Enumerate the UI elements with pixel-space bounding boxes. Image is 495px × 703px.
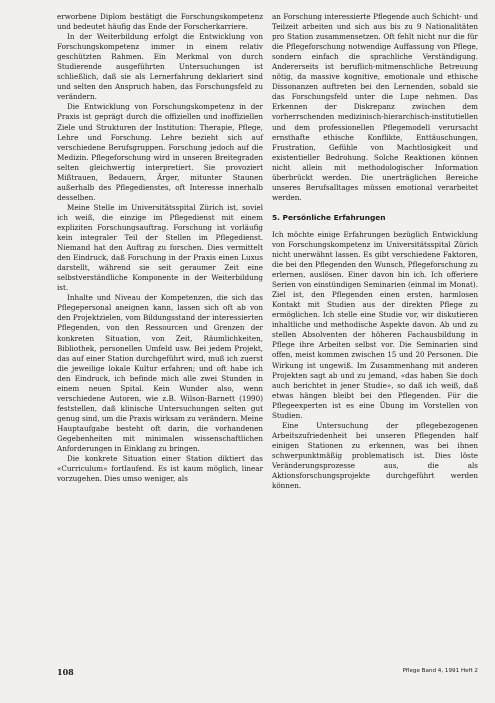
paragraph: In der Weiterbildung erfolgt die Entwicklung von Forschungskompetenz immer in einem relativ geschützten Rahmen. Ein Merkmal von durch Studierende ausgeführten Untersuchungen ist schließlich, daß sie als Lernerfahrung deklariert sind und selten den Anspruch haben, das Forschungsfeld zu verändern. — [57, 32, 263, 102]
paragraph: Eine Untersuchung der pflegebezogenen Arbeitszufriedenheit bei unseren Pflegenden half einigen Stationen zu erkennen, was bei ihnen schwerpunktmäßig problematisch ist. Dies löste Veränderungsprozesse aus, die als Aktionsforschungsprojekte durchgeführt werden können. — [272, 420, 478, 491]
journal-reference: Pflege Band 4, 1991 Heft 2 — [402, 668, 478, 674]
paragraph: Die Entwicklung von Forschungskompetenz in der Praxis ist geprägt durch die offiziellen und inoffiziellen Ziele und Strukturen der Institution: Therapie, Pflege, Lehre und Forschung. Lehre bezieht sich auf verschiedene Berufsgruppen. Forschung jedoch auf die Medizin. Pflegeforschung wird in unseren Breitegraden selten gleichwertig interpretiert. Sie provoziert Mißtrauen, Bedauern, Ärger, mitunter Staunen außerhalb des Pflegedienstes, oft Interesse innerhalb desselben. — [57, 102, 263, 202]
left-column — [57, 12, 263, 484]
paragraph: Die konkrete Situation einer Station diktiert das «Curriculum» fortlaufend. Es ist kaum möglich, linear vorzugehen. Dies umso weniger, als — [57, 454, 263, 484]
paragraph: Inhalte und Niveau der Kompetenzen, die sich das Pflegepersonal aneignen kann, lassen sich oft ab von den Projektzielen, vom Bildungsstand der interessierten Pflegenden, von den Ressourcen und Grenzen der konkreten Situation, von Zeit, Räumlichkeiten, Bibliothek, personellen Umfeld usw. Bei jedem Projekt, das auf einer Station durchgeführt wird, muß ich zuerst die jeweilige lokale Kultur erfahren; und oft habe ich den Eindruck, ich befinde mich alle zwei Stunden in einem neuen Spital. Kein Wunder also, wenn verschiedene Autoren, wie z.B. Wilson-Barnett (1990) feststellen, daß klinische Untersuchungen selten gut genug sind, um die Praxis wirksam zu verändern. Meine Hauptaufgabe besteht oft darin, die vorhandenen Gegebenheiten mit minimalen wissenschaftlichen Anforderungen in Einklang zu bringen. — [57, 293, 263, 454]
section-heading: 5. Persönliche Erfahrungen — [272, 212, 386, 222]
paragraph: erworbene Diplom bestätigt die Forschungskompetenz und bedeutet häufig das Ende der Forscherkarriere. — [57, 12, 263, 32]
paragraph: an Forschung interessierte Pflegende auch Schicht- und Teilzeit arbeiten und sich aus bis zu 9 Nationalitäten pro Station zusammensetzen. Oft fehlt nicht nur die für die Pflegeforschung notwendige Auffassung von Pflege, sondern einfach die sprachliche Verständigung. Andererseits ist beruflich-mitmenschliche Betreuung nötig, da massive kognitive, emotionale und ethische Dissonanzen auftreten bei den Lernenden, sobald sie das Forschungsfeld unter die Lupe nehmen. Das Erkennen der Diskrepanz zwischen dem vorherrschenden medizinisch-hierarchisch-institutiellen und dem professionellen Pflegemodell verursacht ernsthafte ethische Konflikte, Enttäuschungen, Frustration, Gefühle von Machtlosigkeit und existentieller Bedrohung. Solche Reaktionen können nicht allein mit methodologischer Information überbrückt werden. Die unerträglichen Bereiche unseres Berufsalltages müssen emotional verarbeitet werden. — [272, 12, 478, 202]
right-column — [272, 12, 478, 491]
page-footer — [57, 667, 478, 679]
paragraph: Ich möchte einige Erfahrungen bezüglich Entwicklung von Forschungskompetenz im Universitätsspital Zürich nicht unerwähnt lassen. Es gibt verschiedene Faktoren, die bei den Pflegenden den Wunsch, Pflegeforschung zu erlernen, auslösen. Einer davon bin ich. Ich offeriere Serien von einstündigen Seminarien (einmal im Monat). Ziel ist, den Pflegenden einen ersten, harmlosen Kontakt mit Studien aus der direkten Pflege zu ermöglichen. Ich stelle eine Studie vor, wir diskutieren inhaltliche und methodische Aspekte davon. Ab und zu stellen Absolventen der höheren Fachausbildung in Pflege ihre Arbeiten selbst vor. Die Seminarien sind offen, meist kommen zwischen 15 und 20 Personen. Die Wirkung ist ungewiß. Im Zusammenhang mit anderen Projekten sagt ab und zu jemand, «das haben Sie doch auch berichtet in jener Studie», so daß ich weiß, daß etwas hängen bleibt bei den Pflegenden. Für die Pflegeexperten ist es eine Übung im Vorstellen von Studien. — [272, 229, 478, 420]
page-number: 108 — [57, 667, 74, 677]
paragraph: Meine Stelle im Universitätsspital Zürich ist, soviel ich weiß, die einzige im Pflegedienst mit einem expliziten Forschungsauftrag. Forschung ist vorläufig kein integraler Teil der Stellen im Pflegedienst. Niemand hat den Auftrag zu forschen. Dies vermittelt den Eindruck, daß Forschung in der Praxis einen Luxus darstellt, während sie seit geraumer Zeit eine selbstverständliche Komponente in der Weiterbildung ist. — [57, 202, 263, 293]
